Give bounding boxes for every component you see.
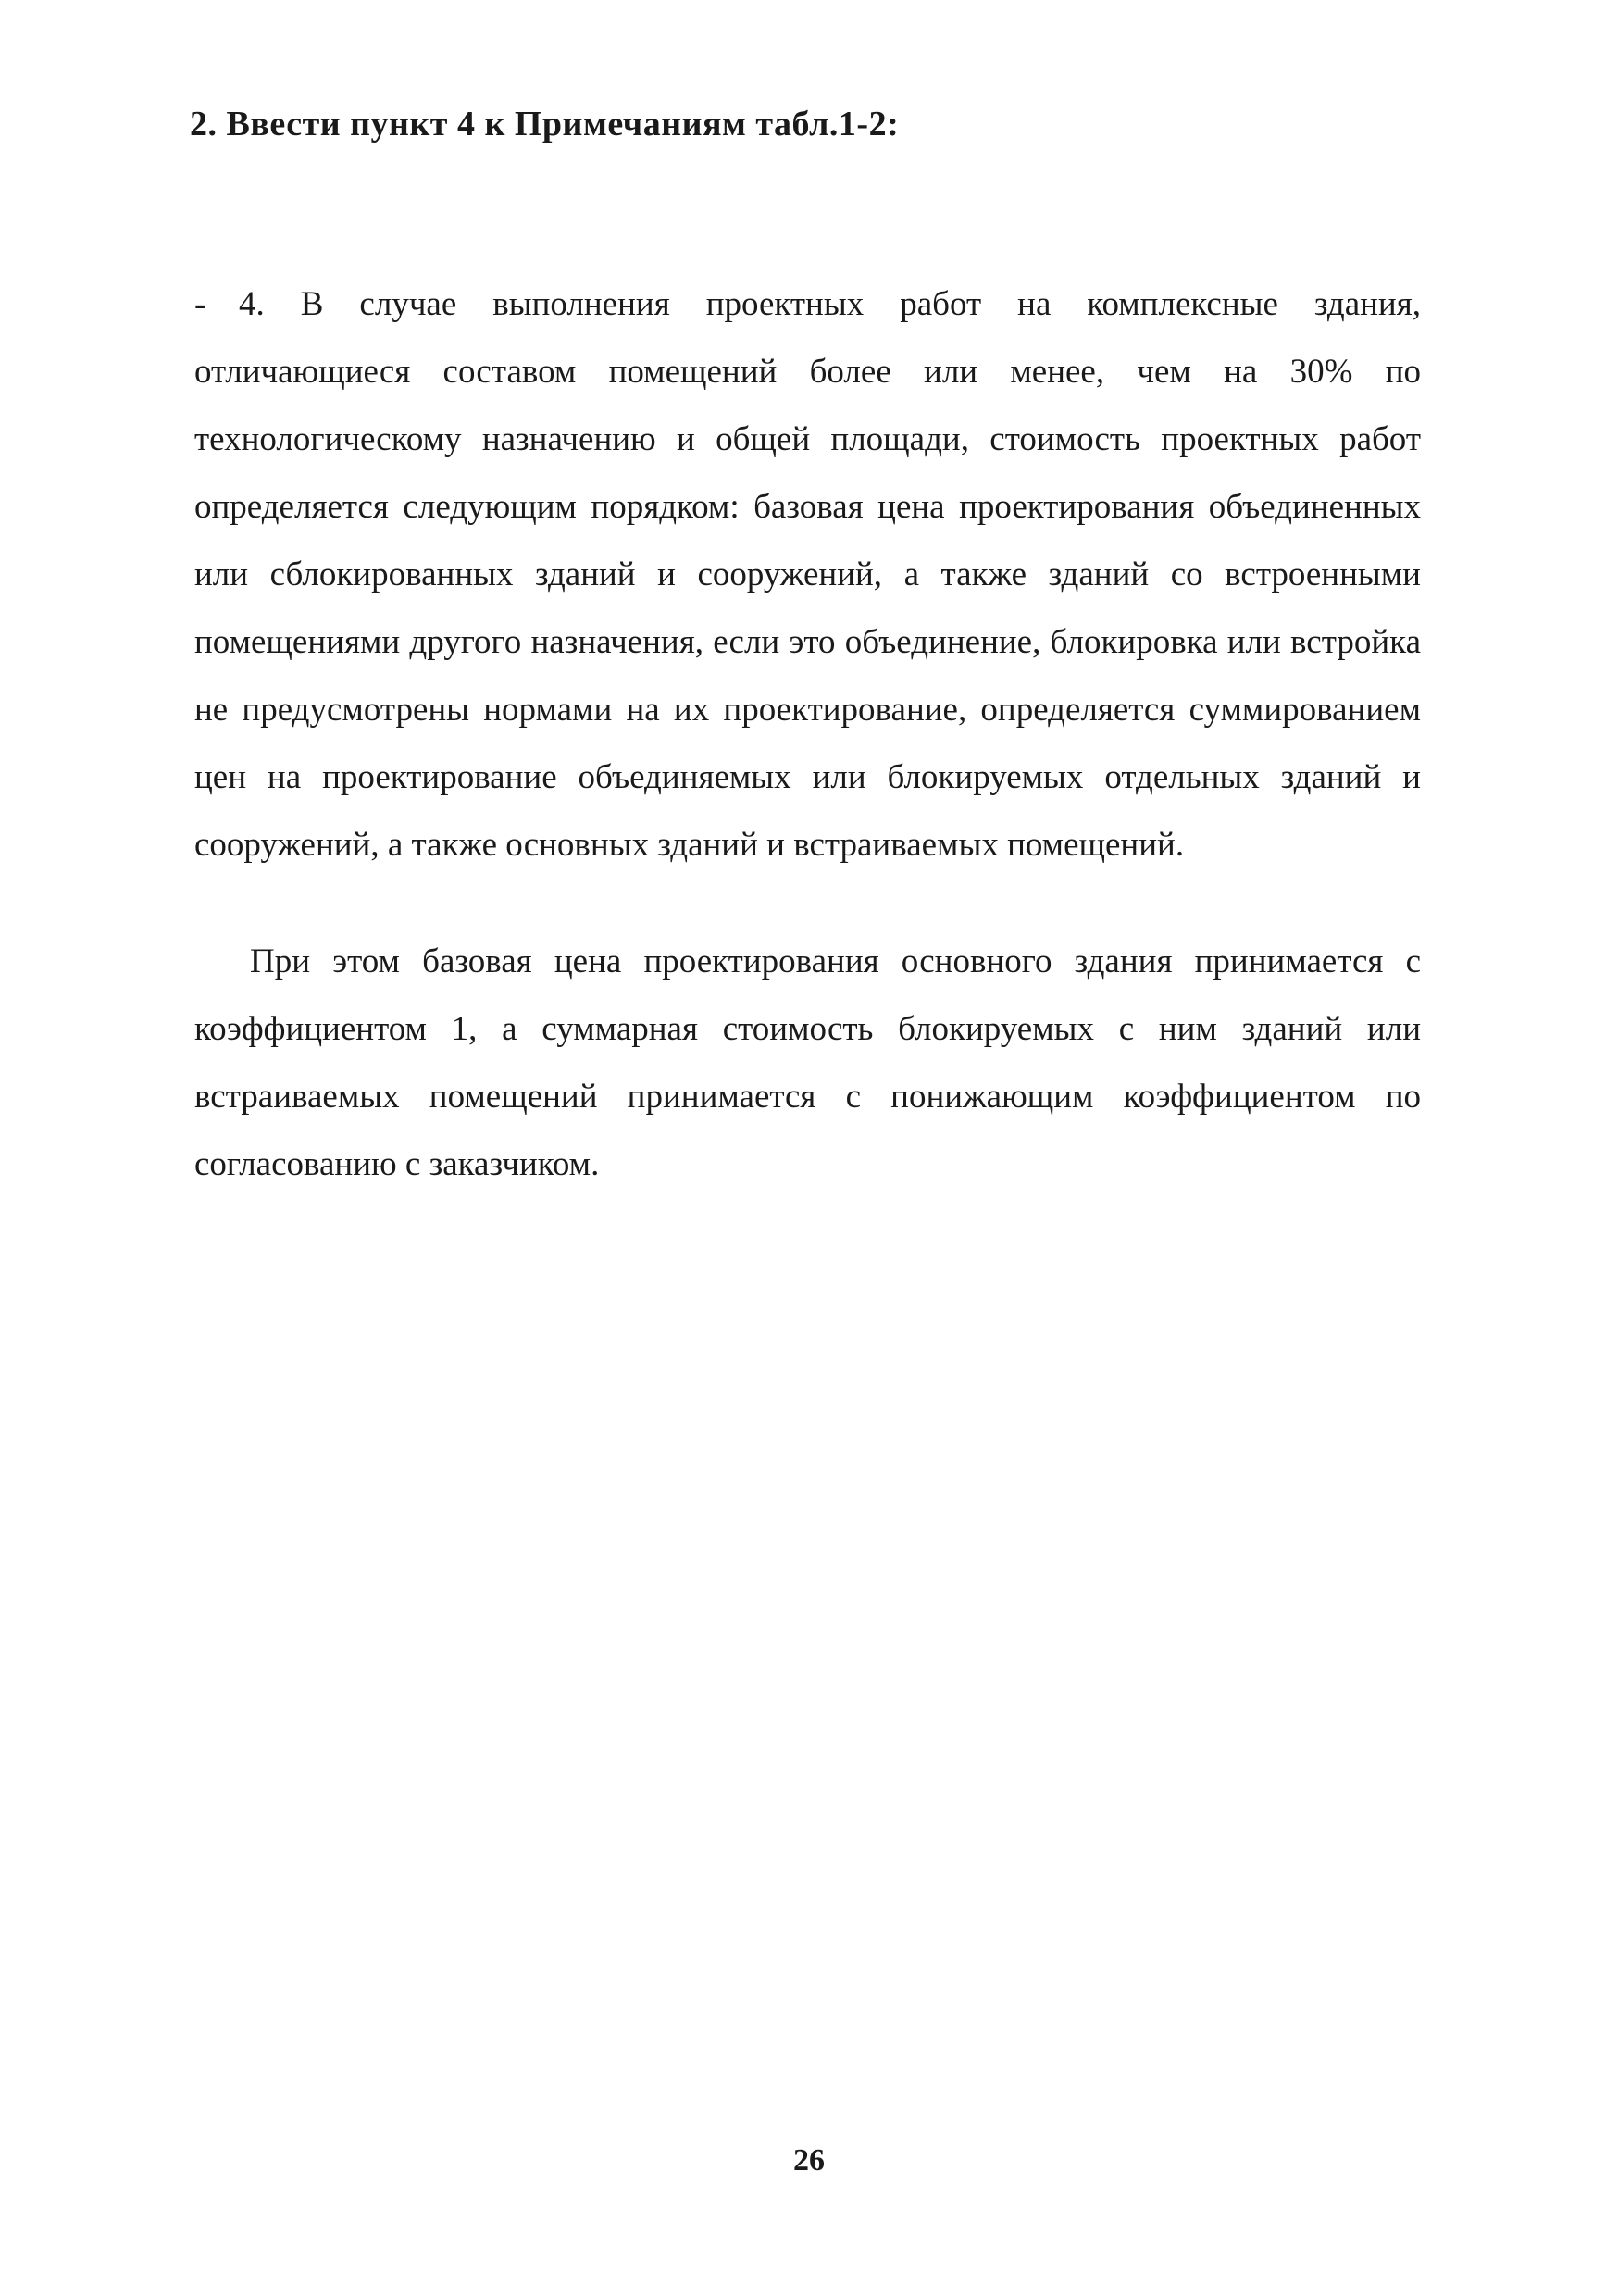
note-item-4-text: 4. В случае выполнения проектных работ на комплексные здания, отличающиеся составом помещений более или менее, чем на 30% по технологическому назначению и общей площади, стоимость проектных работ определяется следующим порядком: базовая цена проектирования объединенных или сблокированных зданий и сооружений, а также зданий со встроенными помещениями другого назначения, если это объединение, блокировка или встройка не предусмотрены нормами на их проектирование, определяется суммированием цен на проектирование объединяемых или блокируемых отдельных зданий и сооружений, а также основных зданий и встраиваемых помещений. [194, 285, 1421, 864]
note-item-4 [194, 270, 1421, 879]
note-paragraph: При этом базовая цена проектирования основного здания принимается с коэффициентом 1, а суммарная стоимость блокируемых с ним зданий или встраиваемых помещений принимается с понижающим коэффициентом по согласованию с заказчиком. [194, 942, 1421, 1183]
page-number: 26 [793, 2143, 825, 2177]
item-marker: - [194, 285, 206, 323]
section-heading: 2. Ввести пункт 4 к Примечаниям табл.1-2: [190, 105, 900, 144]
